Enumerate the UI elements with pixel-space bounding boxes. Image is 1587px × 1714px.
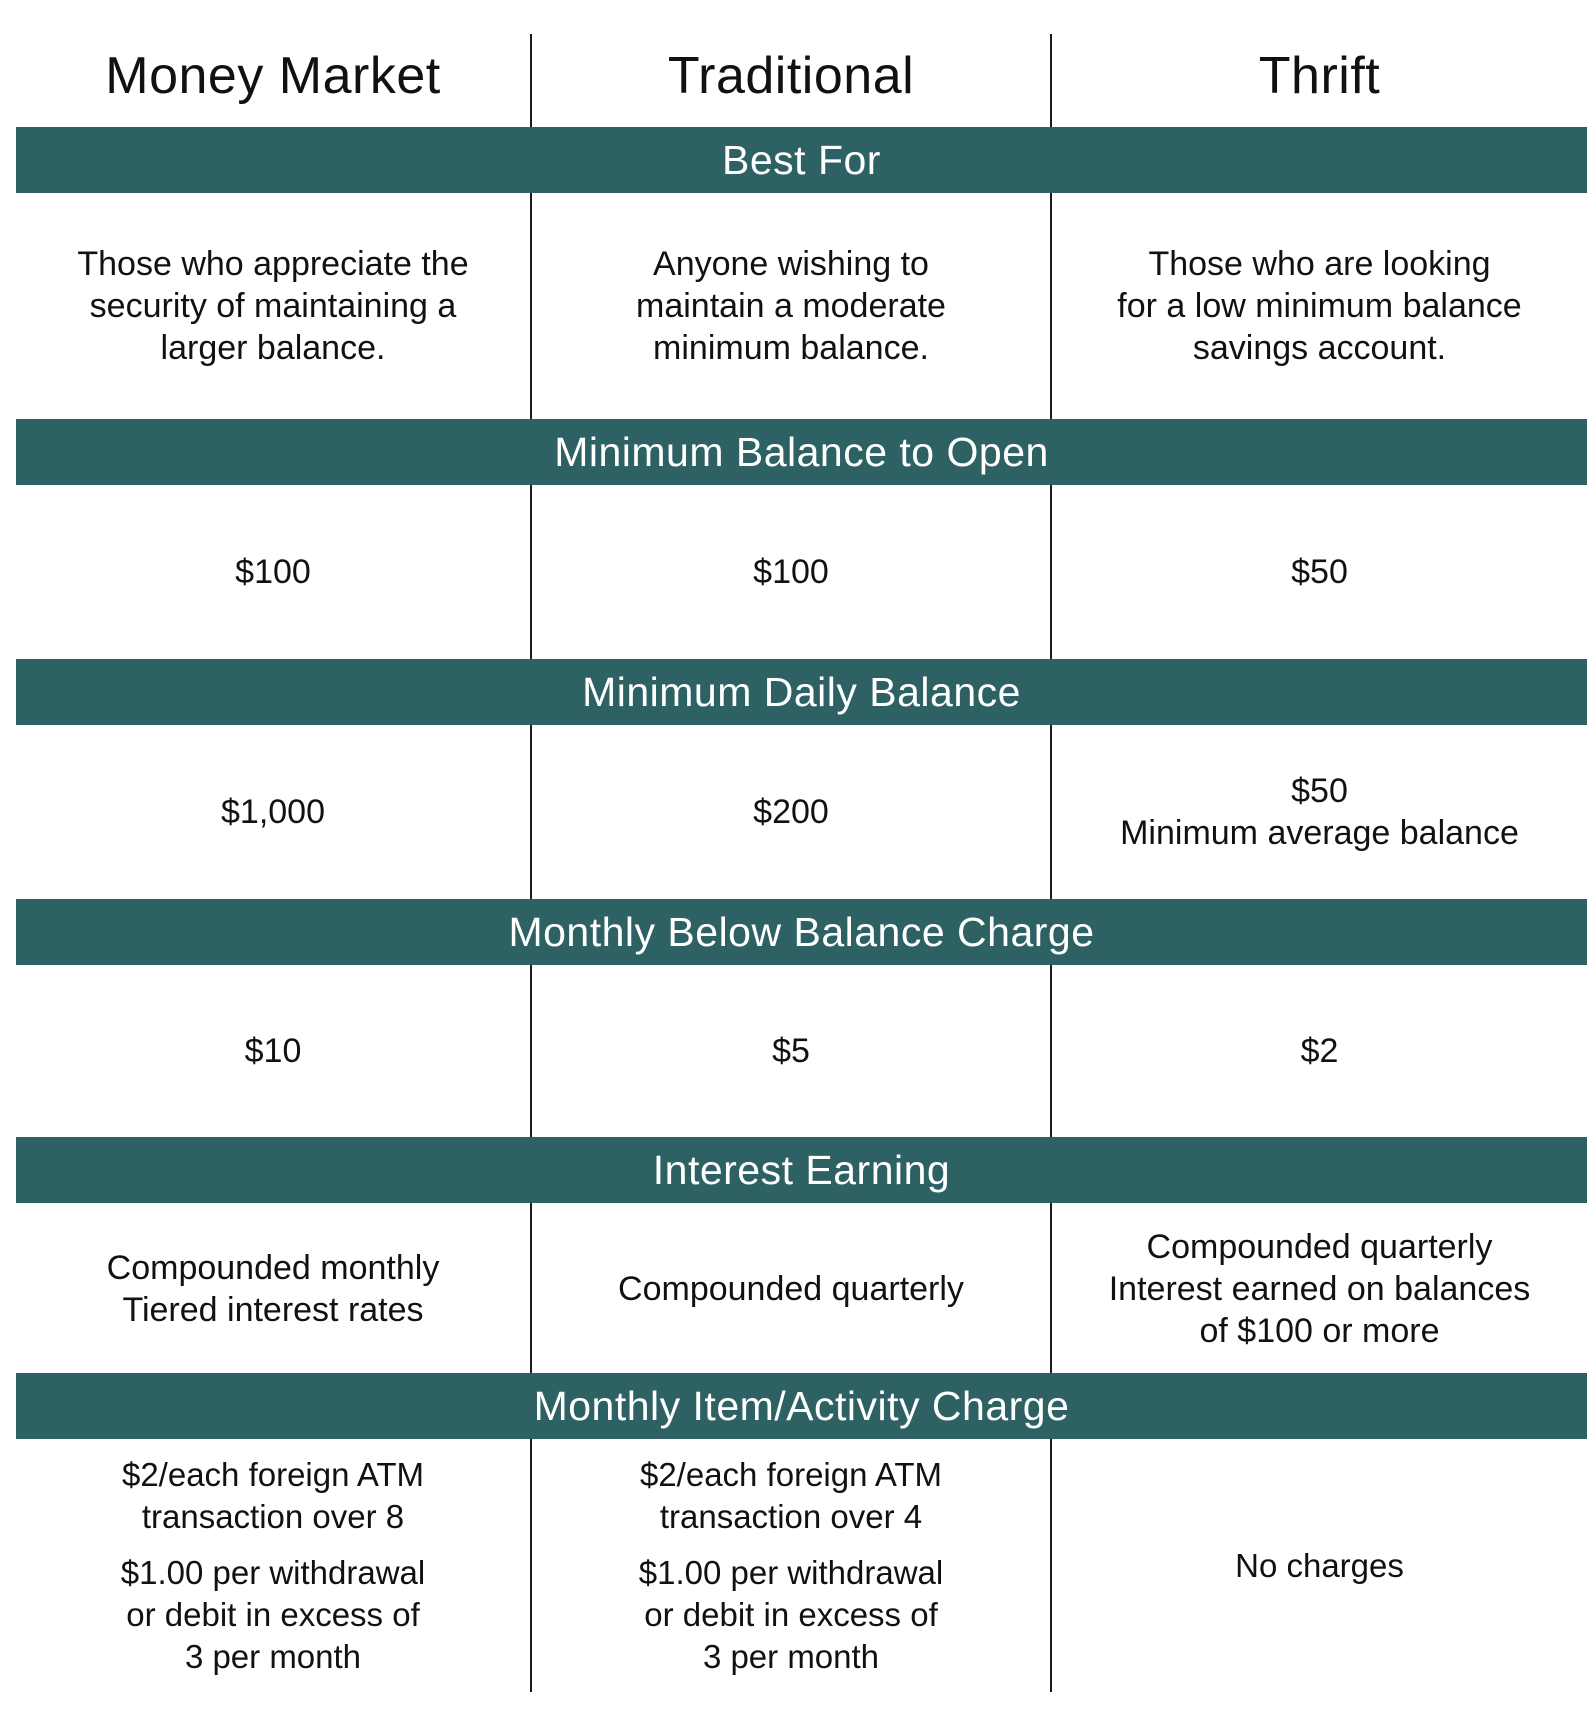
cell-line: $2/each foreign ATM <box>121 1455 425 1493</box>
cell-line: $50 <box>1291 553 1348 591</box>
cell-line: Compounded monthly <box>106 1249 440 1287</box>
cell-min-daily-money-market <box>16 725 530 899</box>
cell-line: Minimum average balance <box>1120 814 1519 852</box>
cell-activity-thrift <box>1052 1439 1587 1692</box>
cell-activity-traditional <box>532 1439 1050 1692</box>
cell-line: Interest earned on balances <box>1108 1270 1531 1308</box>
cell-below-balance-money-market <box>16 965 530 1137</box>
cell-line: $100 <box>235 553 311 591</box>
cell-line: 3 per month <box>184 1637 362 1675</box>
cell-line: or debit in excess of <box>126 1595 420 1633</box>
cell-line: Anyone wishing to <box>653 245 929 283</box>
cell-line: $1,000 <box>221 793 325 831</box>
cell-line: $2/each foreign ATM <box>639 1455 943 1493</box>
cell-line: Compounded quarterly <box>1146 1228 1493 1266</box>
cell-line: transaction over 8 <box>141 1497 405 1535</box>
cell-interest-traditional <box>532 1203 1050 1375</box>
section-title-monthly-item-activity-charge: Monthly Item/Activity Charge <box>16 1373 1587 1439</box>
cell-min-open-money-market <box>16 485 530 659</box>
cell-line: 3 per month <box>702 1637 880 1675</box>
cell-line: $50 <box>1291 772 1348 810</box>
column-header-money-market: Money Market <box>105 47 441 105</box>
cell-line: Tiered interest rates <box>122 1291 424 1329</box>
cell-min-daily-thrift <box>1052 725 1587 899</box>
cell-min-open-traditional <box>532 485 1050 659</box>
section-title-minimum-balance-to-open: Minimum Balance to Open <box>16 419 1587 485</box>
cell-line: $100 <box>753 553 829 591</box>
cell-line: $2 <box>1300 1032 1339 1070</box>
cell-line: Those who are looking <box>1148 245 1491 283</box>
cell-best-for-money-market <box>16 193 530 419</box>
cell-line: $5 <box>772 1032 810 1070</box>
cell-line: or debit in excess of <box>644 1595 938 1633</box>
cell-best-for-thrift <box>1052 193 1587 419</box>
cell-line: for a low minimum balance <box>1117 287 1522 325</box>
cell-line: minimum balance. <box>653 329 929 367</box>
section-title-interest-earning: Interest Earning <box>16 1137 1587 1203</box>
cell-line: $200 <box>753 793 829 831</box>
cell-line: maintain a moderate <box>636 287 946 325</box>
cell-min-daily-traditional <box>532 725 1050 899</box>
cell-below-balance-traditional <box>532 965 1050 1137</box>
cell-line: larger balance. <box>160 329 386 367</box>
cell-activity-money-market <box>16 1439 530 1692</box>
cell-best-for-traditional <box>532 193 1050 419</box>
cell-line: $1.00 per withdrawal <box>638 1553 944 1591</box>
cell-interest-thrift <box>1052 1203 1587 1375</box>
cell-line: savings account. <box>1192 329 1447 367</box>
cell-line: transaction over 4 <box>659 1497 923 1535</box>
cell-min-open-thrift <box>1052 485 1587 659</box>
cell-line: $1.00 per withdrawal <box>120 1553 426 1591</box>
section-title-best-for: Best For <box>16 127 1587 193</box>
cell-line: Compounded quarterly <box>618 1270 964 1308</box>
section-title-monthly-below-balance-charge: Monthly Below Balance Charge <box>16 899 1587 965</box>
cell-interest-money-market <box>16 1203 530 1375</box>
cell-line: Those who appreciate the <box>77 245 469 283</box>
section-title-minimum-daily-balance: Minimum Daily Balance <box>16 659 1587 725</box>
column-header-traditional: Traditional <box>667 47 915 105</box>
column-header-thrift: Thrift <box>1258 47 1381 105</box>
cell-line: $10 <box>244 1032 302 1070</box>
cell-below-balance-thrift <box>1052 965 1587 1137</box>
cell-line: No charges <box>1235 1546 1404 1584</box>
cell-line: of $100 or more <box>1199 1312 1440 1350</box>
cell-line: security of maintaining a <box>89 287 457 325</box>
